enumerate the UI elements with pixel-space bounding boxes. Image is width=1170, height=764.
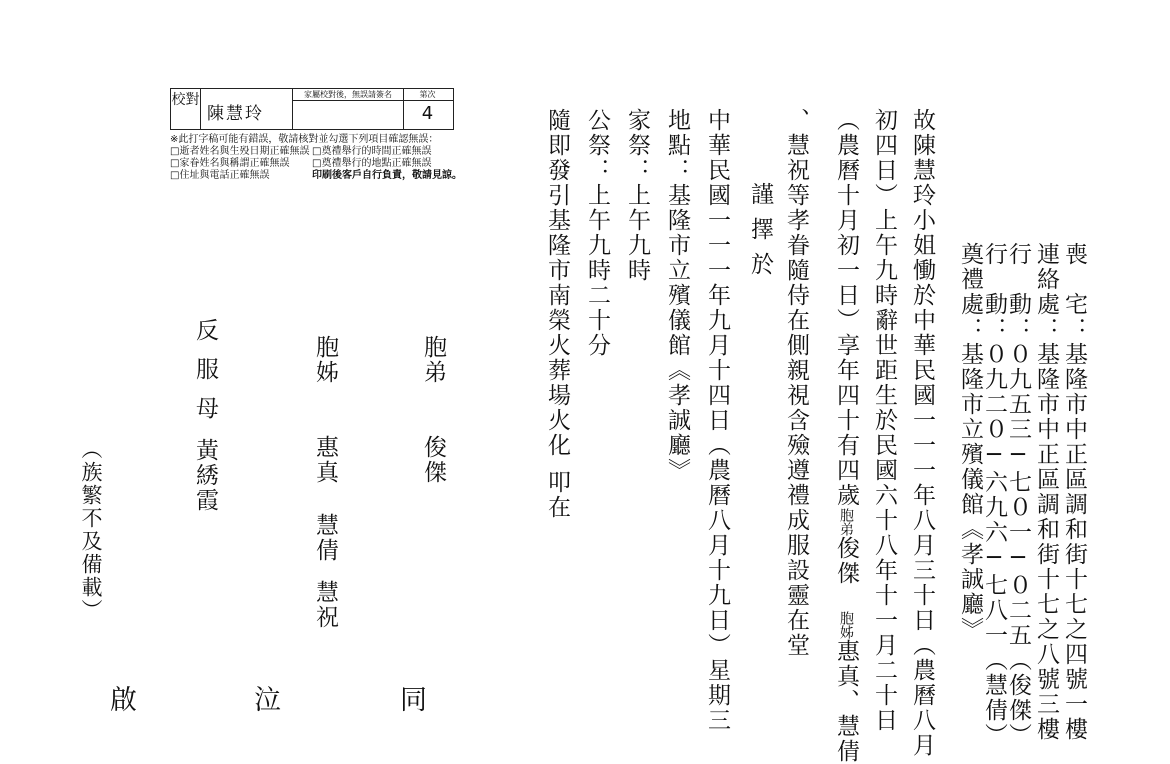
proofread-label: 校對: [171, 89, 201, 129]
signer-mother: 黃綉霞: [192, 438, 218, 513]
proofread-notes: [170, 134, 462, 182]
note-title: ※此打字稿可能有錯誤，敬請核對並勾選下列項目確認無誤：: [170, 134, 439, 145]
signer-brother-title: 胞弟: [420, 335, 446, 385]
signer-sister-1: 惠真: [312, 435, 338, 485]
signature-box: [292, 89, 404, 129]
public-rite-time: 公祭：上午九時二十分: [584, 108, 610, 358]
closing-char-3: 啟: [110, 685, 137, 716]
closing-char-2: 泣: [254, 685, 281, 716]
announcement-line-1: 故陳慧玲小姐慟於中華民國一一一年八月三十日（農曆八月: [909, 108, 935, 758]
check-item: □家眷姓名與稱謂正確無誤: [170, 158, 290, 169]
signer-sister-2: 慧倩: [312, 513, 338, 563]
footnote: （族繁不及備載）: [79, 438, 103, 622]
announcement-line-2: 初四日）上午九時辭世距生於民國六十八年十一月二十日: [871, 108, 897, 733]
proofread-stamp: [170, 88, 454, 130]
cremation-note: 隨即發引基隆市南榮火葬場火化: [544, 108, 570, 458]
signer-mother-prefix: 反服母: [192, 318, 218, 435]
closing-char-1: 同: [400, 685, 427, 716]
check-item: □逝者姓名與生殁日期正確無誤: [170, 146, 310, 157]
warning-text: 印刷後客戶自行負責，敬請見諒。: [312, 170, 462, 181]
ceremony-location: 地點：基隆市立殯儀館《孝誠廳》: [664, 108, 690, 483]
check-item: □奠禮舉行的時間正確無誤: [312, 146, 432, 157]
signer-sister-3: 慧祝: [312, 580, 338, 630]
revision-header: 第次: [402, 89, 453, 101]
signer-sister-title: 胞姊: [312, 335, 338, 385]
selected-date-intro: 謹擇於: [747, 182, 773, 287]
kin-title: 胞弟: [838, 508, 854, 536]
funeral-venue: 奠禮處：基隆市立殯儀館《孝誠廳》: [957, 242, 983, 642]
contact-residence: 喪 宅：基隆市中正區調和街十七之四號一樓: [1061, 242, 1087, 742]
check-item: □奠禮舉行的地點正確無誤: [312, 158, 432, 169]
contact-mobile-2: 行 動：０九二０─六九六─七八一（慧倩）: [981, 242, 1007, 748]
announcement-line-3: （農曆十月初一日）享年四十有四歲胞弟俊傑 胞姊惠真、慧倩: [833, 108, 859, 764]
signature-header: 家屬校對後，無誤請簽名: [293, 89, 403, 101]
signer-brother: 俊傑: [420, 435, 446, 485]
ceremony-date: 中華民國一一一年九月十四日（農曆八月十九日）星期三: [704, 108, 730, 733]
contact-office: 連絡處：基隆市中正區調和街十七之八號三樓: [1033, 242, 1059, 742]
revision-count-box: [402, 89, 453, 129]
check-item: □住址與電話正確無誤: [170, 170, 270, 181]
revision-count: 4: [421, 103, 434, 124]
announcement-line-4: 、慧祝等孝眷隨侍在側親視含殮遵禮成服設靈在堂: [783, 108, 809, 658]
proofread-name: 陳慧玲: [207, 104, 264, 124]
announcement-end: 叩在: [544, 470, 570, 520]
kin-title: 胞姊: [838, 611, 854, 639]
contact-mobile-1: 行 動：０九五三─七０一─０二五（俊傑）: [1005, 242, 1031, 748]
family-rite-time: 家祭：上午九時: [624, 108, 650, 283]
